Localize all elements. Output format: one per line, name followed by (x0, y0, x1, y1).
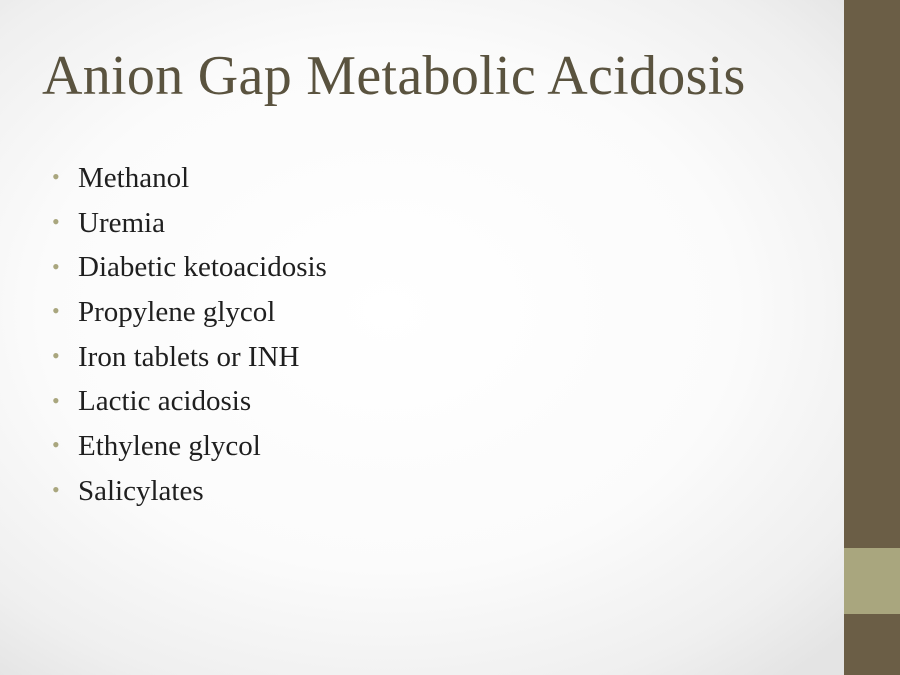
bullet-dot-icon: • (52, 209, 60, 235)
bullet-text: Salicylates (78, 474, 204, 507)
bullet-dot-icon: • (52, 432, 60, 458)
slide-title: Anion Gap Metabolic Acidosis (42, 45, 746, 107)
bullet-item (52, 245, 327, 290)
bullet-text: Iron tablets or INH (78, 340, 300, 373)
bullet-text: Methanol (78, 161, 190, 194)
bullet-dot-icon: • (52, 298, 60, 324)
bullet-item (52, 201, 327, 246)
bullet-text: Diabetic ketoacidosis (78, 251, 327, 284)
bullet-item (52, 335, 327, 380)
bullet-dot-icon: • (52, 477, 60, 503)
bullet-text: Propylene glycol (78, 295, 276, 328)
bullet-dot-icon: • (52, 253, 60, 279)
bullet-item (52, 290, 327, 335)
bullet-item (52, 424, 327, 469)
theme-sidebar (844, 0, 900, 675)
bullet-item (52, 379, 327, 424)
bullet-text: Uremia (78, 206, 165, 239)
bullet-text: Ethylene glycol (78, 429, 261, 462)
bullet-list (52, 156, 327, 514)
bullet-dot-icon: • (52, 387, 60, 413)
bullet-item (52, 156, 327, 201)
bullet-text: Lactic acidosis (78, 385, 252, 418)
sidebar-accent-block (844, 548, 900, 614)
bullet-item (52, 469, 327, 514)
bullet-dot-icon: • (52, 164, 60, 190)
bullet-dot-icon: • (52, 343, 60, 369)
